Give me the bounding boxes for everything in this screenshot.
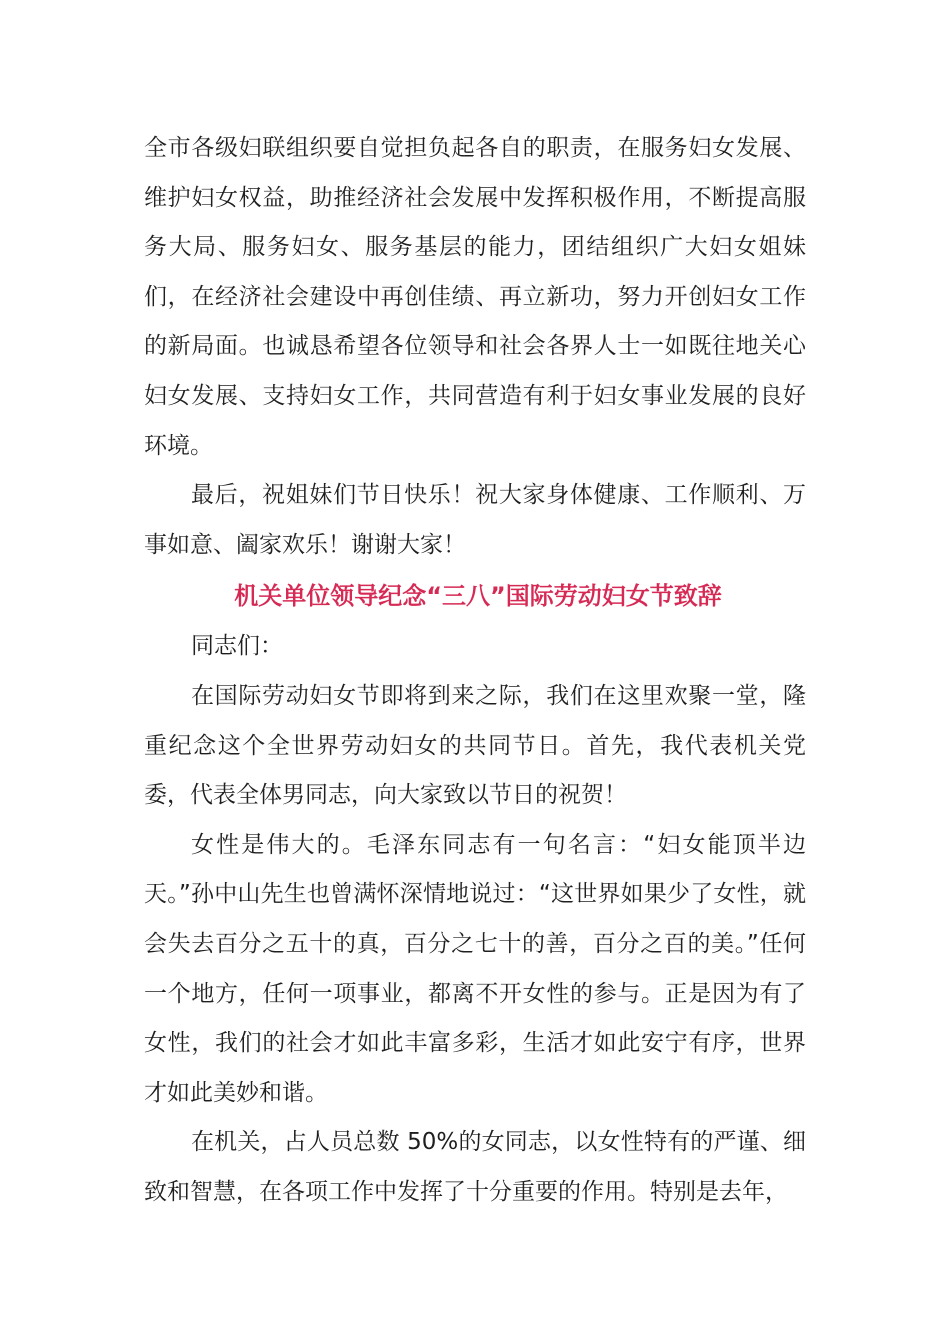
body-paragraph-2: 女性是伟大的。毛泽东同志有一句名言：“妇女能顶半边天。”孙中山先生也曾满怀深情地说过：“这世界如果少了女性，就会失去百分之五十的真，百分之七十的善，百分之百的美。”任何一个地方，任何一项事业，都离不开女性的参与。正是因为有了女性，我们的社会才如此丰富多彩，生活才如此安宁有序，世界才如此美妙和谐。 (144, 831, 806, 1106)
continuation-paragraph: 全市各级妇联组织要自觉担负起各自的职责，在服务妇女发展、维护妇女权益，助推经济社会发展中发挥积极作用，不断提高服务大局、服务妇女、服务基层的能力，团结组织广大妇女姐妹们，在经济社会建设中再创佳绩、再立新功，努力开创妇女工作的新局面。也诚恳希望各位领导和社会各界人士一如既往地关心妇女发展、支持妇女工作，共同营造有利于妇女事业发展的良好环境。 (144, 135, 806, 459)
document-page (144, 124, 806, 1217)
salutation: 同志们： (191, 633, 283, 660)
body-paragraph-3: 在机关，占人员总数 50%的女同志，以女性特有的严谨、细致和智慧，在各项工作中发挥了十分重要的作用。特别是去年， (144, 1129, 806, 1205)
body-paragraph-1: 在国际劳动妇女节即将到来之际，我们在这里欢聚一堂，隆重纪念这个全世界劳动妇女的共同节日。首先，我代表机关党委，代表全体男同志，向大家致以节日的祝贺！ (144, 682, 806, 809)
speech-title: 机关单位领导纪念“三八”国际劳动妇女节致辞 (234, 582, 722, 611)
closing-paragraph: 最后，祝姐妹们节日快乐！祝大家身体健康、工作顺利、万事如意、阖家欢乐！谢谢大家！ (144, 482, 806, 558)
